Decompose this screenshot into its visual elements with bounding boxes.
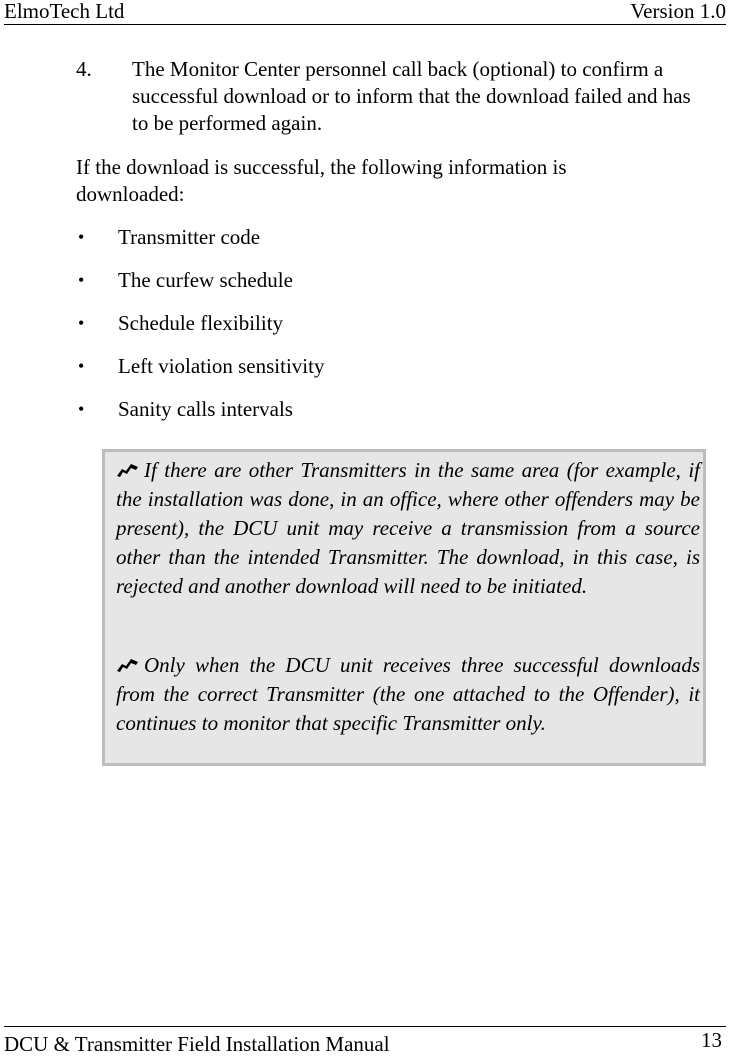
bullet-icon: • — [78, 270, 85, 290]
bullet-icon: • — [78, 313, 85, 333]
company-name: ElmoTech Ltd — [4, 0, 125, 23]
page-header — [4, 0, 726, 25]
bullet-icon: • — [78, 399, 85, 419]
manual-title: DCU & Transmitter Field Installation Manual — [4, 1032, 390, 1056]
step-number: 4. — [76, 57, 92, 81]
hand-pointer-icon — [116, 656, 140, 674]
step-text: The Monitor Center personnel call back (optional) to confirm a successful download or to inform that the download failed and has to be performed again. — [132, 57, 691, 135]
hand-pointer-icon — [116, 461, 140, 479]
page-footer — [4, 1026, 726, 1056]
note-text: Only when the DCU unit receives three successful downloads from the correct Transmitter (the one attached to the Offender), it continues to monitor that specific Transmitter only. — [116, 653, 700, 735]
bullet-icon: • — [78, 227, 85, 247]
page-number: 13 — [701, 1028, 722, 1052]
intro-paragraph: If the download is successful, the following information is downloaded: — [76, 155, 567, 206]
document-version: Version 1.0 — [630, 0, 726, 23]
bullet-icon: • — [78, 356, 85, 376]
note-text: If there are other Transmitters in the same area (for example, if the installation was done, in an office, where other offenders may be present), the DCU unit may receive a transmission from a source other than the intended Transmitter. The download, in this case, is rejected and another download will need to be initiated. — [116, 458, 700, 598]
note-paragraph — [116, 456, 700, 601]
note-paragraph — [116, 651, 700, 738]
